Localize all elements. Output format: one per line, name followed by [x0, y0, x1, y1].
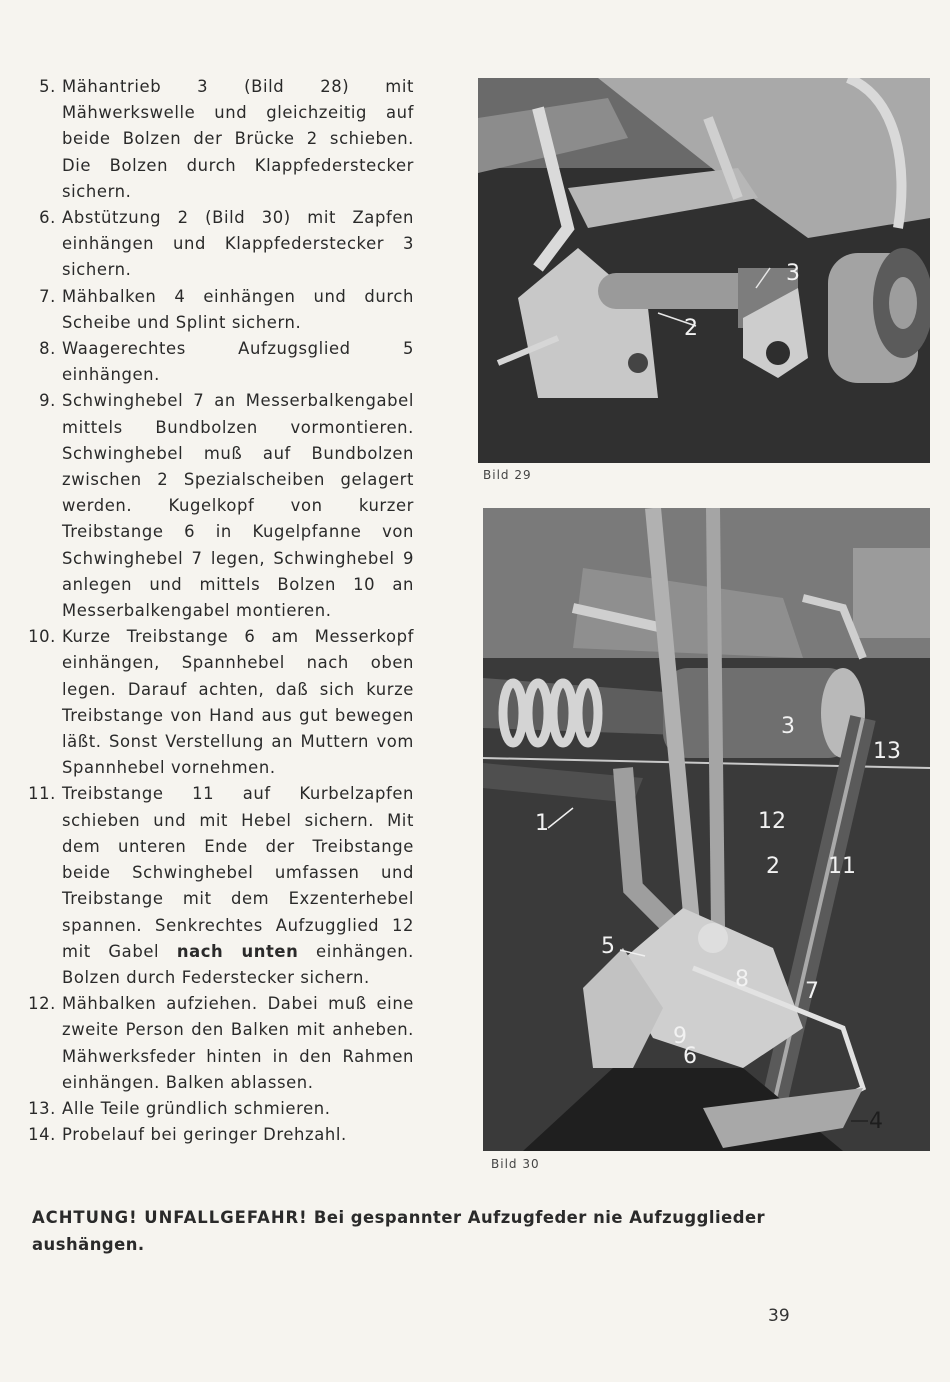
step-text-part: Treibstange 11 auf Kurbelzapfen schieben und mit Hebel sichern. Mit dem unteren Ende der Treibstange beide Schwinghebel umfassen und Treibstange mit dem Exzenterhebel spannen. Senkrechtes Aufzugglied 12 mit Gabel — [62, 784, 414, 961]
step-text-part: einhängen. Bolzen durch Federstecker sichern. — [62, 941, 414, 987]
figure-label-11: 11 — [828, 854, 856, 879]
step-text: Alle Teile gründlich schmieren. — [62, 1098, 331, 1118]
step-item — [22, 1122, 414, 1148]
step-number: 5. — [39, 77, 56, 96]
photo-bild-30 — [483, 508, 930, 1151]
step-text: Kurze Treibstange 6 am Messerkopf einhängen, Spannhebel nach oben legen. Darauf achten, daß sich kurze Treibstange von Hand aus gut bewegen läßt. Sonst Verstellung an Muttern vom Spannhebel vornehmen. — [62, 627, 414, 778]
step-text: Schwinghebel 7 an Messerbalkengabel mittels Bundbolzen vormontieren. Schwinghebel muß auf Bundbolzen zwischen 2 Spezialscheiben gelagert werden. Kugelkopf von kurzer Treibstange 6 in Kugelpfanne von Schwinghebel 7 legen, Schwinghebel 9 anlegen und mittels Bolzen 10 an Messerbalkengabel montieren. — [62, 391, 414, 621]
step-item — [22, 284, 414, 336]
figure-label-5: 5 — [601, 934, 615, 959]
figure-label-7: 7 — [805, 979, 819, 1004]
step-item — [22, 205, 414, 284]
figure-label-4: 4 — [869, 1109, 883, 1134]
step-number: 6. — [39, 208, 56, 228]
assembly-steps-list — [22, 74, 414, 1148]
step-number: 13. — [28, 1098, 56, 1118]
step-item — [22, 624, 414, 781]
step-text — [62, 781, 414, 991]
figure-caption: Bild 30 — [491, 1157, 540, 1171]
step-text: Mähbalken aufziehen. Dabei muß eine zweite Person den Balken mit anheben. Mähwerksfeder hinten in den Rahmen einhängen. Balken ablassen. — [62, 994, 414, 1092]
figure-caption: Bild 29 — [483, 468, 532, 482]
step-text: Mähantrieb 3 (Bild 28) mit Mähwerkswelle und gleichzeitig auf beide Bolzen der Brücke 2 schieben. Die Bolzen durch Klappfederstecker sichern. — [62, 77, 414, 201]
figure-label-8: 8 — [735, 967, 749, 992]
figure-label-2: 2 — [684, 316, 698, 341]
step-text: Waagerechtes Aufzugsglied 5 einhängen. — [62, 339, 414, 385]
figure-label-9: 9 — [673, 1024, 687, 1049]
step-number: 12. — [28, 994, 56, 1014]
figure-label-1: 1 — [535, 811, 549, 836]
figure-label-13: 13 — [873, 739, 901, 764]
warning-label: ACHTUNG! UNFALLGEFAHR! — [32, 1208, 308, 1227]
step-item — [22, 991, 414, 1096]
mower-linkage-photo — [478, 78, 930, 463]
photo-bild-29 — [478, 78, 930, 463]
step-number: 8. — [39, 339, 56, 359]
safety-warning — [32, 1204, 812, 1258]
step-number: 7. — [39, 286, 56, 306]
step-number: 14. — [28, 1125, 56, 1145]
mower-assembly-photo — [483, 508, 930, 1151]
figure-label-6: 6 — [683, 1044, 697, 1069]
step-text: Abstützung 2 (Bild 30) mit Zapfen einhängen und Klappfederstecker 3 sichern. — [62, 208, 414, 280]
figure-label-2: 2 — [766, 854, 780, 879]
step-text-emphasis: nach unten — [176, 941, 299, 961]
step-item — [22, 336, 414, 388]
step-number: 11. — [28, 784, 56, 804]
step-item — [22, 1096, 414, 1122]
step-item — [22, 388, 414, 624]
step-text: Mähbalken 4 einhängen und durch Scheibe und Splint sichern. — [62, 286, 414, 332]
step-item — [22, 781, 414, 991]
figure-label-3: 3 — [786, 261, 800, 286]
page-number: 39 — [768, 1306, 790, 1326]
figure-label-3: 3 — [781, 714, 795, 739]
step-number: 10. — [28, 627, 56, 647]
figure-label-12: 12 — [758, 809, 786, 834]
warning-text: Bei gespannter Aufzugfeder nie Aufzugglieder aushängen. — [32, 1208, 766, 1254]
step-item — [22, 74, 414, 205]
step-number: 9. — [39, 391, 56, 411]
step-text: Probelauf bei geringer Drehzahl. — [62, 1125, 347, 1145]
